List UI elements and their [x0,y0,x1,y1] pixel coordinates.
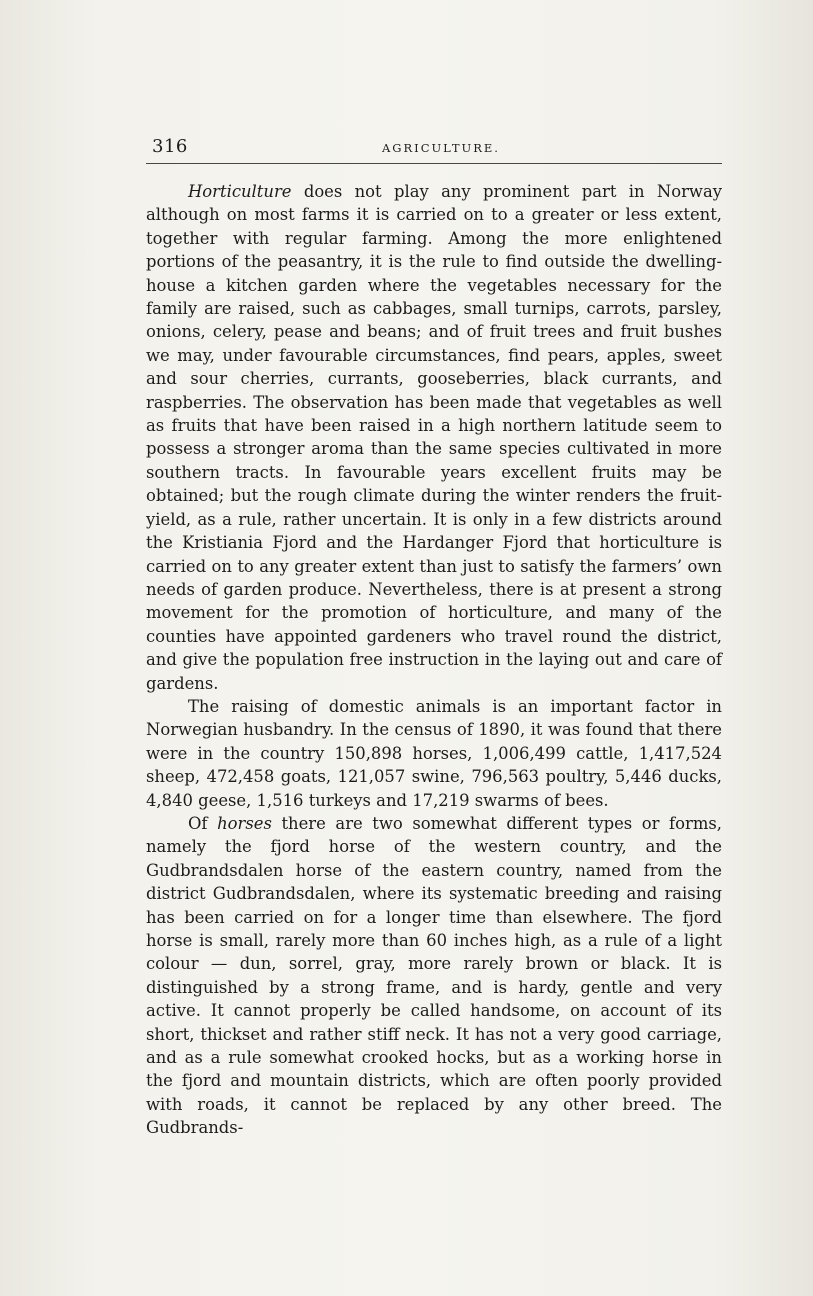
paragraph-italic-term: horses [217,813,272,833]
paragraph-text: The raising of domestic animals is an important factor in Norwegian husbandry. In the census of 1890, it was found that there were in the country 150,898 horses, 1,006,499 cattle, 1,417,524 sheep, 472,458 goats, 121,057 swine, 796,563 poultry, 5,446 ducks, 4,840 geese, 1,516 turkeys and 17,219 swarms of bees. [146,696,722,810]
header-rule [146,163,722,164]
page-number: 316 [152,136,188,157]
body-text [146,180,722,1140]
paragraph-text: there are two somewhat different types or forms, namely the fjord horse of the western country, and the Gudbrandsdalen horse of the eastern country, named from the district Gudbrandsdalen, where its systematic breeding and raising has been carried on for a longer time than elsewhere. The fjord horse is small, rarely more than 60 inches high, as a rule of a light colour — dun, sorrel, gray, more rarely brown or black. It is distinguished by a strong frame, and is hardy, gentle and very active. It cannot properly be called handsome, on account of its short, thickset and rather stiff neck. It has not a very good carriage, and as a rule somewhat crooked hocks, but as a working horse in the fjord and mountain districts, which are often poorly provided with roads, it cannot be replaced by any other breed. The Gudbrands- [146,813,722,1138]
paragraph-lead-italic: Horticulture [188,182,292,201]
paragraph-text: does not play any prominent part in Norway although on most farms it is carried on to a greater or less extent, together with regular farming. Among the more enlightened portions of the peasantry, it is the rule to find outside the dwelling-house a kitchen garden where the vegetables necessary for the family are raised, such as cabbages, small turnips, carrots, parsley, onions, celery, pease and beans; and of fruit trees and fruit bushes we may, under favourable circumstances, find pears, apples, sweet and sour cherries, currants, gooseberries, black currants, and raspberries. The observation has been made that vegetables as well as fruits that have been raised in a high northern latitude seem to possess a stronger aroma than the same species cultivated in more southern tracts. In favourable years excellent fruits may be obtained; but the rough climate during the winter renders the fruit-yield, as a rule, rather uncertain. It is only in a few districts around the Kristiania Fjord and the Hardanger Fjord that horticulture is carried on to any greater extent than just to satisfy the farmers’ own needs of garden produce. Nevertheless, there is at present a strong movement for the promotion of horticulture, and many of the counties have appointed gardeners who travel round the district, and give the population free instruction in the laying out and care of gardens. [146,182,722,693]
running-head: AGRICULTURE. [382,141,500,155]
paragraph-domestic-animals [146,695,722,812]
page-header [146,136,722,164]
paragraph-horses [146,812,722,1140]
paragraph-horticulture [146,180,722,695]
paragraph-prefix: Of [188,813,218,833]
